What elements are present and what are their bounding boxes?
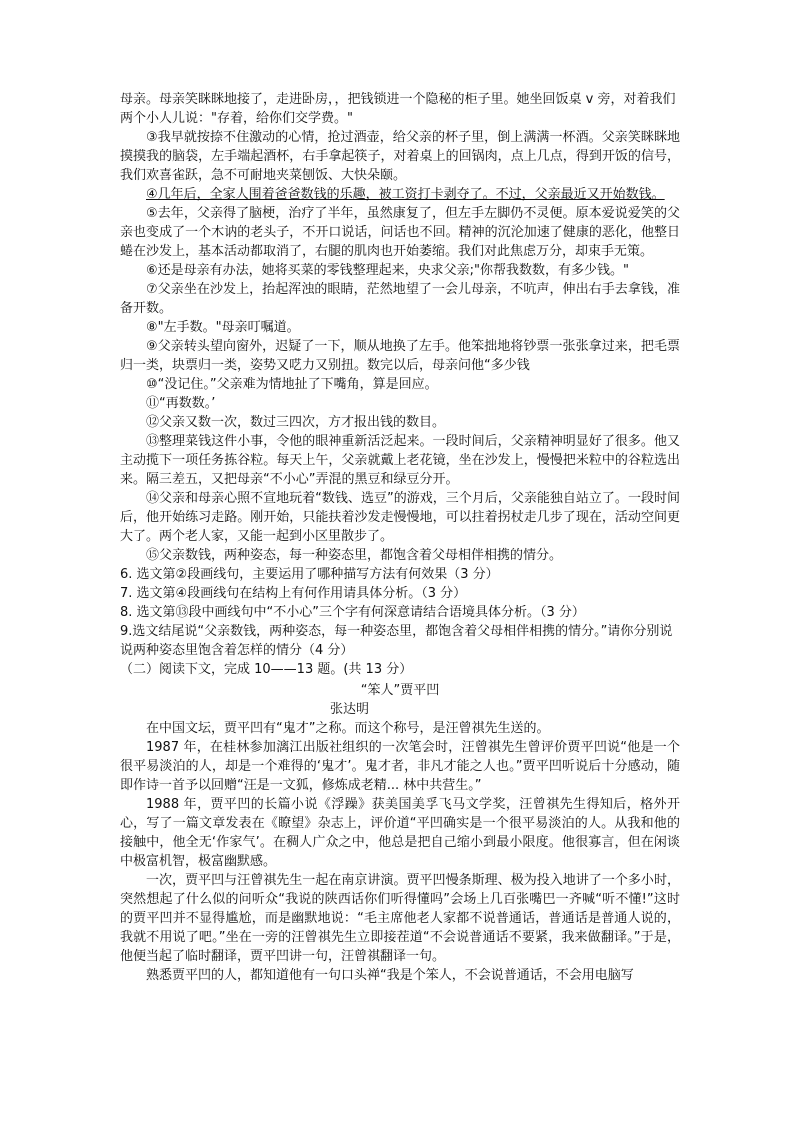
paragraph-6: ⑥还是母亲有办法，她将买菜的零钱整理起来，央求父亲;"你帮我数数，有多少钱。" <box>146 263 629 278</box>
paragraph-14: ⑭父亲和母亲心照不宣地玩着“数钱、选豆”的游戏，三个月后，父亲能独自站立了。一段时间后，他开始练习走路。刚开始，只能扶着沙发走慢慢地，可以拄着拐杖走几步了现在，活动空间更大了。两个老人家，又能一起到小区里散步了。 <box>120 491 680 544</box>
paragraph-5: ⑤去年，父亲得了脑梗，治疗了半年，虽然康复了，但左手左脚仍不灵便。原本爱说爱笑的父亲也变成了一个木讷的老头子，不开口说话，问话也不回。精神的沉沦加速了健康的恶化，他整日蜷在沙发上，基本活动都取消了，右腿的肌肉也开始萎缩。我们对此焦虑万分，却束手无策。 <box>120 206 680 259</box>
article-paragraph: 在中国文坛，贾平凹有“鬼才”之称。而这个称号，是汪曾祺先生送的。 <box>146 721 550 736</box>
paragraph-13: ⑬整理菜钱这件小事，令他的眼神重新活泛起来。一段时间后，父亲精神明显好了很多。他又主动揽下一项任务拣谷粒。每天上午，父亲就戴上老花镜，坐在沙发上，慢慢把米粒中的谷粒选出来。隔三差五，又把母亲“不小心”弄混的黑豆和绿豆分开。 <box>120 434 680 487</box>
article-paragraph: 熟悉贾平凹的人，都知道他有一句口头禅“我是个笨人，不会说普通话，不会用电脑写 <box>146 968 634 983</box>
article-paragraph: 一次，贾平凹与汪曾祺先生一起在南京讲演。贾平凹慢条斯理、极为投入地讲了一个多小时，突然想起了什么似的问听众“我说的陕西话你们听得懂吗”会场上几百张嘴巴一齐喊“听不懂!”这时的贾平凹并不显得尴尬，而是幽默地说：“毛主席他老人家都不说普通话，普通话是普通人说的，我就不用说了吧。”坐在一旁的汪曾祺先生立即接茬道“不会说普通话不要紧，我来做翻译。”于是，他便当起了临时翻译，贾平凹讲一句，汪曾祺翻译一句。 <box>120 873 680 964</box>
question-8: 8. 选文第⑬段中画线句中“不小心”三个字有何深意请结合语境具体分析。（3 分） <box>120 605 585 620</box>
section-heading: （二）阅读下文，完成 10——13 题。(共 13 分） <box>120 662 413 677</box>
paragraph-3: ③我早就按捺不住激动的心情，抢过酒壶，给父亲的杯子里，倒上满满一杯酒。父亲笑眯眯地摸摸我的脑袋，左手端起酒杯，右手拿起筷子，对着桌上的回锅肉，点上几点，得到开饭的信号，我们欢喜雀跃，急不可耐地夹菜刨饭、大快朵颐。 <box>120 130 680 183</box>
document-page <box>120 90 680 985</box>
paragraph-8: ⑧"左手数。"母亲叮嘱道。 <box>146 320 300 335</box>
question-6: 6. 选文第②段画线句，主要运用了哪种描写方法有何效果（3 分） <box>120 567 499 582</box>
article-paragraph: 1987 年，在桂林参加漓江出版社组织的一次笔会时，汪曾祺先生曾评价贾平凹说“他是一个很平易淡泊的人，却是一个难得的‘鬼才’。鬼才者，非凡才能之人也。”贾平凹听说后十分感动，随即作诗一首予以回赠“汪是一文狐，修炼成老精... 林中共营生。” <box>120 740 680 793</box>
paragraph-continuation: 母亲。母亲笑眯眯地接了，走进卧房，，把钱锁进一个隐秘的柜子里。她坐回饭桌 v 旁，对着我们两个小人儿说："存着，给你们交学费。" <box>120 92 676 126</box>
article-paragraph: 1988 年，贾平凹的长篇小说《浮躁》获美国美孚飞马文学奖，汪曾祺先生得知后，格外开心，写了一篇文章发表在《瞭望》杂志上，评价道“平凹确实是一个很平易淡泊的人。从我和他的接触中，他全无‘作家气’。在稠人广众之中，他总是把自己缩小到最小限度。他很寡言，但在闲谈中极富机智，极富幽默感。 <box>120 797 680 869</box>
paragraph-10: ⑩“没记住。”父亲难为情地扯了下嘴角，算是回应。 <box>146 377 438 392</box>
paragraph-12: ⑫父亲又数一次，数过三四次，方才报出钱的数目。 <box>146 415 446 430</box>
article-title: “笨人”贾平凹 <box>360 683 440 698</box>
paragraph-7: ⑦父亲坐在沙发上，抬起浑浊的眼睛，茫然地望了一会儿母亲，不吭声，伸出右手去拿钱，准备开数。 <box>120 282 680 316</box>
article-author: 张达明 <box>330 702 370 717</box>
underlined-sentence-4: ④几年后，全家人围着爸爸数钱的乐趣，被工资打卡剥夺了。不过，父亲最近又开始数钱。 <box>146 187 665 202</box>
paragraph-4 <box>120 185 680 204</box>
question-9: 9.选文结尾说“父亲数钱，两种姿态，每一种姿态里，都饱含着父母相伴相携的情分。”请你分别说说两种姿态里饱含着怎样的情分（4 分） <box>120 624 673 658</box>
paragraph-11: ⑪“再数数。’ <box>146 396 216 411</box>
paragraph-15: ⑮父亲数钱，两种姿态，每一种姿态里，都饱含着父母相伴相携的情分。 <box>146 548 563 563</box>
question-7: 7. 选文第④段画线句在结构上有何作用请具体分析。（3 分） <box>120 586 467 601</box>
paragraph-9: ⑨父亲转头望向窗外，迟疑了一下，顺从地换了左手。他笨拙地将钞票一张张拿过来，把毛票归一类，块票归一类，姿势又呓力又别扭。数完以后，母亲问他“多少钱 <box>120 339 680 373</box>
